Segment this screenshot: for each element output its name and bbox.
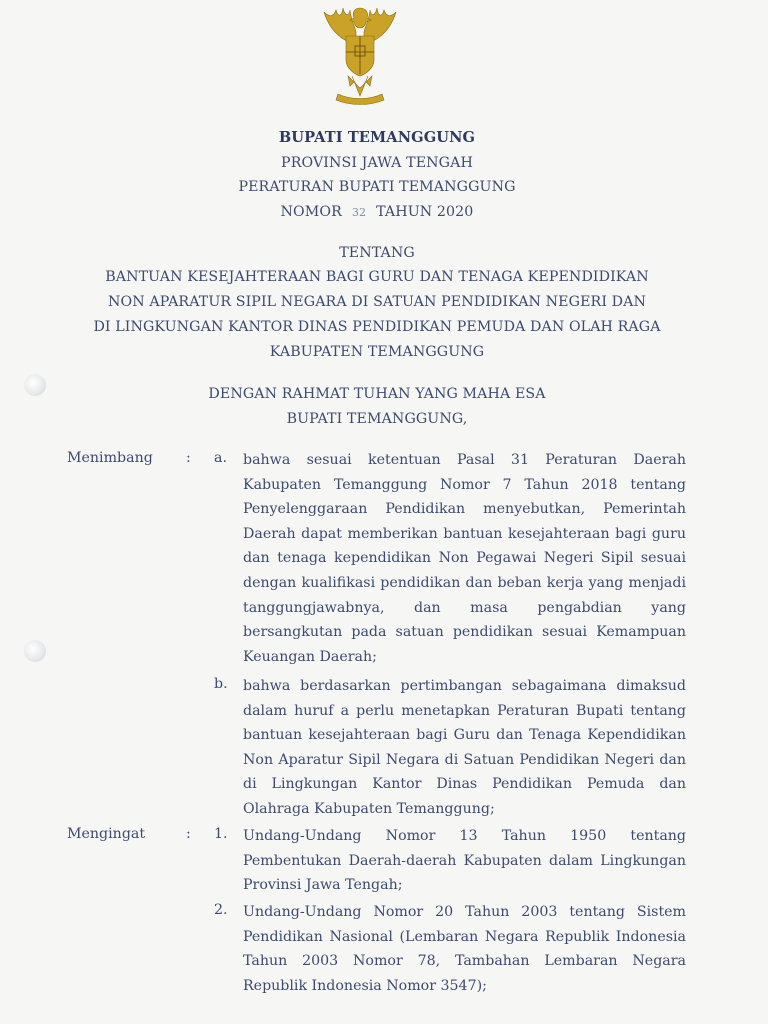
subject-line: NON APARATUR SIPIL NEGARA DI SATUAN PENDIDIKAN NEGERI DAN xyxy=(108,294,646,310)
menimbang-item-b: bahwa berdasarkan pertimbangan sebagaimana dimaksud dalam huruf a perlu menetapkan Peraturan Bupati tentang bantuan kesejahteraan bagi Guru dan Tenaga Kependidikan Non Aparatur Sipil Negara di Satuan Pendidikan Negeri dan di Lingkungan Kantor Dinas Pendidikan Pemuda dan Olahraga Kabupaten Temanggung; xyxy=(243,678,686,817)
subject-line: DI LINGKUNGAN KANTOR DINAS PENDIDIKAN PEMUDA DAN OLAH RAGA xyxy=(93,319,661,335)
mengingat-label: Mengingat xyxy=(67,826,146,842)
tentang-heading: TENTANG xyxy=(339,245,415,261)
mengingat-colon: : xyxy=(186,826,191,842)
blessing-regent: BUPATI TEMANGGUNG, xyxy=(286,411,468,427)
nomor-label: NOMOR xyxy=(280,204,342,220)
item-marker: 2. xyxy=(214,902,228,918)
province-name: PROVINSI JAWA TENGAH xyxy=(281,155,473,171)
subject-line: BANTUAN KESEJAHTERAAN BAGI GURU DAN TENAGA KEPENDIDIKAN xyxy=(105,269,649,285)
menimbang-item-a: bahwa sesuai ketentuan Pasal 31 Peraturan Daerah Kabupaten Temanggung Nomor 7 Tahun 2018 tentang Penyelenggaraan Pendidikan menyebutkan, Pemerintah Daerah dapat memberikan bantuan kesejahteraan bagi guru dan tenaga kependidikan Non Pegawai Negeri Sipil sesuai dengan kualifikasi pendidikan dan beban kerja yang menjadi tanggungjawabnya, dan masa pengabdian yang bersangkutan pada satuan pendidikan sesuai Kemampuan Keuangan Daerah; xyxy=(243,452,686,665)
tahun-label: TAHUN 2020 xyxy=(376,204,474,220)
regent-title: BUPATI TEMANGGUNG xyxy=(278,129,476,146)
menimbang-colon: : xyxy=(186,450,191,466)
item-marker: b. xyxy=(214,676,228,692)
punch-hole-bottom xyxy=(24,640,46,662)
item-marker: 1. xyxy=(214,826,228,842)
item-marker: a. xyxy=(214,450,227,466)
nomor-value: 32 xyxy=(351,206,367,219)
mengingat-item-2: Undang-Undang Nomor 20 Tahun 2003 tentang Sistem Pendidikan Nasional (Lembaran Negara Republik Indonesia Tahun 2003 Nomor 78, Tambahan Lembaran Negara Republik Indonesia Nomor 3547); xyxy=(243,904,686,994)
regulation-number xyxy=(0,200,754,225)
garuda-emblem-icon xyxy=(316,2,404,110)
regulation-title: PERATURAN BUPATI TEMANGGUNG xyxy=(238,179,516,195)
mengingat-item-1: Undang-Undang Nomor 13 Tahun 1950 tentang Pembentukan Daerah-daerah Kabupaten dalam Lingkungan Provinsi Jawa Tengah; xyxy=(243,828,686,894)
subject-line: KABUPATEN TEMANGGUNG xyxy=(269,344,485,360)
blessing-line: DENGAN RAHMAT TUHAN YANG MAHA ESA xyxy=(208,386,546,402)
menimbang-label: Menimbang xyxy=(67,450,153,466)
